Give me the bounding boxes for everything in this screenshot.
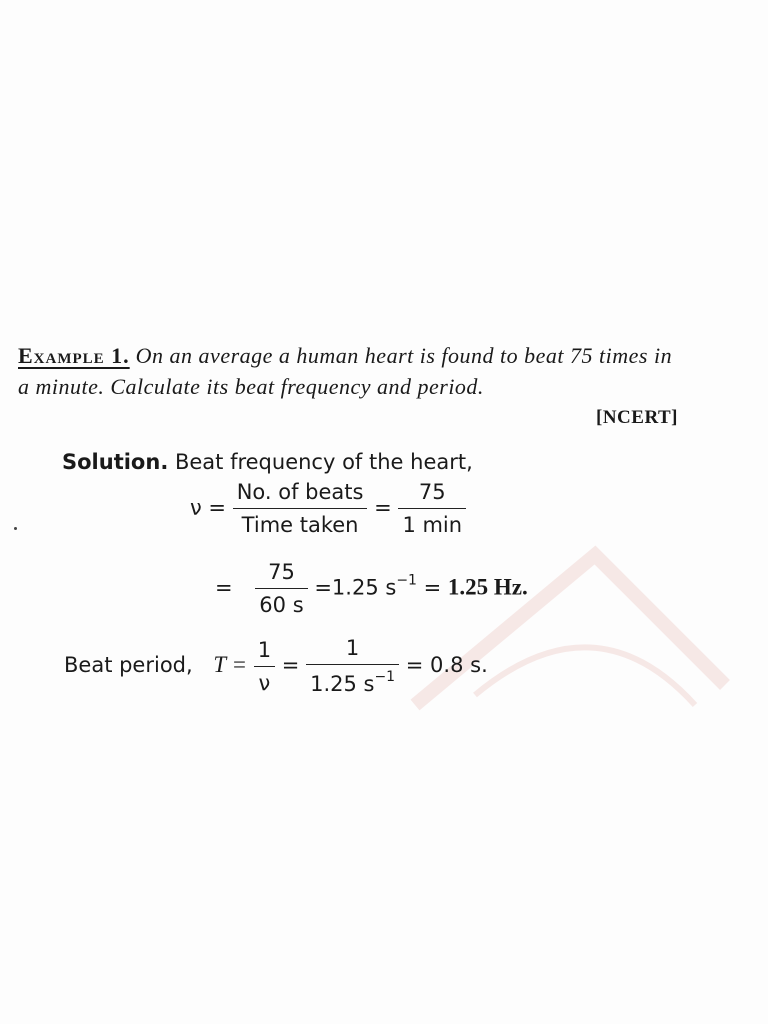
- eq3-fraction-2: [306, 636, 399, 696]
- solution-heading: Solution.: [62, 450, 169, 474]
- eq1-num1: No. of beats: [233, 480, 368, 509]
- stray-dot: [14, 527, 17, 530]
- eq2-num: 75: [255, 560, 307, 589]
- equation-period: [64, 636, 488, 696]
- eq2-exponent: −1: [396, 572, 417, 589]
- eq3-result: = 0.8 s.: [405, 653, 488, 677]
- eq3-den1: ν: [258, 670, 271, 695]
- eq3-fraction-1: [254, 638, 275, 695]
- example-label: Example 1.: [18, 343, 130, 368]
- eq2-den: 60 s: [259, 593, 304, 617]
- eq2-fraction: [255, 560, 307, 617]
- eq2-equals-b: =: [416, 575, 448, 600]
- solution-intro-text: Beat frequency of the heart,: [168, 450, 473, 474]
- solution-intro: [62, 450, 473, 474]
- eq1-lhs: ν =: [190, 495, 227, 520]
- equation-frequency-value: [215, 560, 528, 617]
- eq2-mid: =1.25 s: [314, 575, 397, 600]
- equation-frequency-definition: [190, 480, 466, 537]
- eq1-den2: 1 min: [402, 513, 463, 537]
- eq2-equals: =: [215, 575, 233, 600]
- eq3-den2-base: 1.25 s: [310, 672, 375, 696]
- eq3-equals: =: [281, 653, 300, 677]
- eq1-fraction-1: [233, 480, 368, 537]
- eq3-den2: [306, 665, 399, 696]
- question-text: On an average a human heart is found to beat 75 times in a minute. Calculate its beat frequency and period.: [18, 343, 673, 399]
- eq1-fraction-2: [398, 480, 466, 537]
- eq1-den1: Time taken: [241, 513, 359, 537]
- eq3-num2: 1: [306, 636, 399, 665]
- eq1-num2: 75: [398, 480, 466, 509]
- source-tag: [NCERT]: [596, 407, 678, 428]
- eq3-exponent: −1: [374, 669, 396, 685]
- question-block: [18, 340, 678, 428]
- eq3-lhs: T =: [213, 652, 248, 677]
- eq3-num1: 1: [254, 638, 275, 667]
- eq1-equals: =: [374, 495, 392, 520]
- eq3-label: Beat period,: [64, 653, 193, 677]
- eq2-result: 1.25 Hz.: [447, 574, 528, 600]
